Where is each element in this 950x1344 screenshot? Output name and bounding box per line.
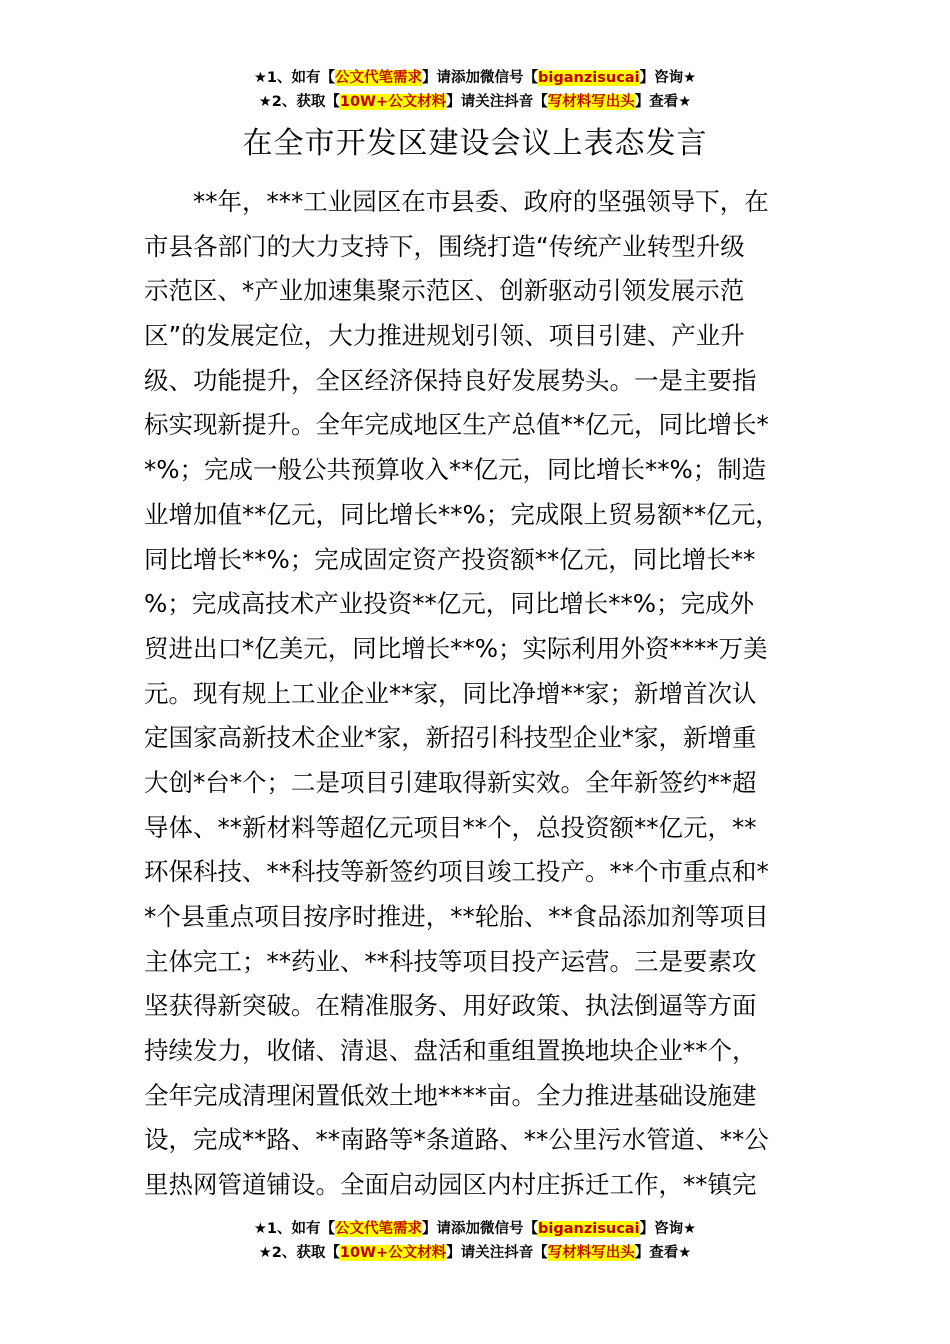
body-line: 同比增长**%；完成固定资产投资额**亿元，同比增长** xyxy=(144,544,756,574)
banner-text: 】请添加微信号【 xyxy=(422,1221,539,1237)
body-line: 定国家高新技术企业*家，新招引科技型企业*家，新增重 xyxy=(144,723,757,753)
banner-line-2 xyxy=(0,90,950,114)
banner-text: 】请关注抖音【 xyxy=(446,1245,548,1261)
body-line: 业增加值**亿元，同比增长**%；完成限上贸易额**亿元， xyxy=(144,499,780,529)
banner-line-2 xyxy=(0,1241,950,1265)
banner-line-1 xyxy=(0,66,950,90)
banner-text: ★2、获取【 xyxy=(258,1245,340,1261)
body-line: 持续发力，收储、清退、盘活和重组置换地块企业**个， xyxy=(144,1036,757,1066)
banner-highlight: biganzisucai xyxy=(538,1221,640,1237)
body-line: 贸进出口*亿美元，同比增长**%；实际利用外资****万美 xyxy=(144,633,768,663)
banner-text: 】查看★ xyxy=(634,94,692,110)
body-line: 区”的发展定位，大力推进规划引领、项目引建、产业升 xyxy=(144,321,745,351)
banner-text: ★1、如有【 xyxy=(253,1221,336,1237)
body-line: 大创*台*个；二是项目引建取得新实效。全年新签约**超 xyxy=(144,767,757,797)
footer-banner xyxy=(0,1217,950,1265)
body-line: 导体、**新材料等超亿元项目**个，总投资额**亿元，** xyxy=(144,812,757,842)
document-body xyxy=(144,180,814,1208)
banner-text: 】咨询★ xyxy=(639,1221,697,1237)
banner-text: 】查看★ xyxy=(634,1245,692,1261)
body-line: *%；完成一般公共预算收入**亿元，同比增长**%；制造 xyxy=(144,455,767,485)
banner-highlight: biganzisucai xyxy=(538,70,640,86)
header-banner xyxy=(0,66,950,114)
banner-highlight: 公文代笔需求 xyxy=(335,1221,423,1237)
body-line: **年，***工业园区在市县委、政府的坚强领导下，在 xyxy=(193,187,769,216)
body-line: 坚获得新突破。在精准服务、用好政策、执法倒逼等方面 xyxy=(144,991,757,1021)
body-line: 元。现有规上工业企业**家，同比净增**家；新增首次认 xyxy=(144,678,757,708)
banner-text: ★1、如有【 xyxy=(253,70,336,86)
body-line: 环保科技、**科技等新签约项目竣工投产。**个市重点和* xyxy=(144,857,769,887)
document-title: 在全市开发区建设会议上表态发言 xyxy=(242,126,708,161)
banner-text: 】请关注抖音【 xyxy=(446,94,548,110)
banner-highlight: 写材料写出头 xyxy=(547,1245,635,1261)
body-line: %；完成高技术产业投资**亿元，同比增长**%；完成外 xyxy=(144,589,755,619)
body-line: 全年完成清理闲置低效土地****亩。全力推进基础设施建 xyxy=(144,1080,757,1110)
body-line: 示范区、*产业加速集聚示范区、创新驱动引领发展示范 xyxy=(144,276,745,306)
banner-highlight: 公文代笔需求 xyxy=(335,70,423,86)
body-line: 市县各部门的大力支持下，围绕打造“传统产业转型升级 xyxy=(144,231,745,261)
body-line: 设，完成**路、**南路等*条道路、**公里污水管道、**公 xyxy=(144,1125,769,1155)
banner-text: ★2、获取【 xyxy=(258,94,340,110)
body-line: *个县重点项目按序时推进，**轮胎、**食品添加剂等项目 xyxy=(144,902,769,931)
banner-highlight: 写材料写出头 xyxy=(547,94,635,110)
banner-line-1 xyxy=(0,1217,950,1241)
banner-highlight: 10W+公文材料 xyxy=(339,1245,447,1261)
body-line: 标实现新提升。全年完成地区生产总值**亿元，同比增长* xyxy=(144,410,769,440)
body-line: 级、功能提升，全区经济保持良好发展势头。一是主要指 xyxy=(144,365,757,395)
body-line: 里热网管道铺设。全面启动园区内村庄拆迁工作，**镇完 xyxy=(144,1170,757,1200)
banner-highlight: 10W+公文材料 xyxy=(339,94,447,110)
banner-text: 】咨询★ xyxy=(639,70,697,86)
banner-text: 】请添加微信号【 xyxy=(422,70,539,86)
body-line: 主体完工；**药业、**科技等项目投产运营。三是要素攻 xyxy=(144,946,757,976)
